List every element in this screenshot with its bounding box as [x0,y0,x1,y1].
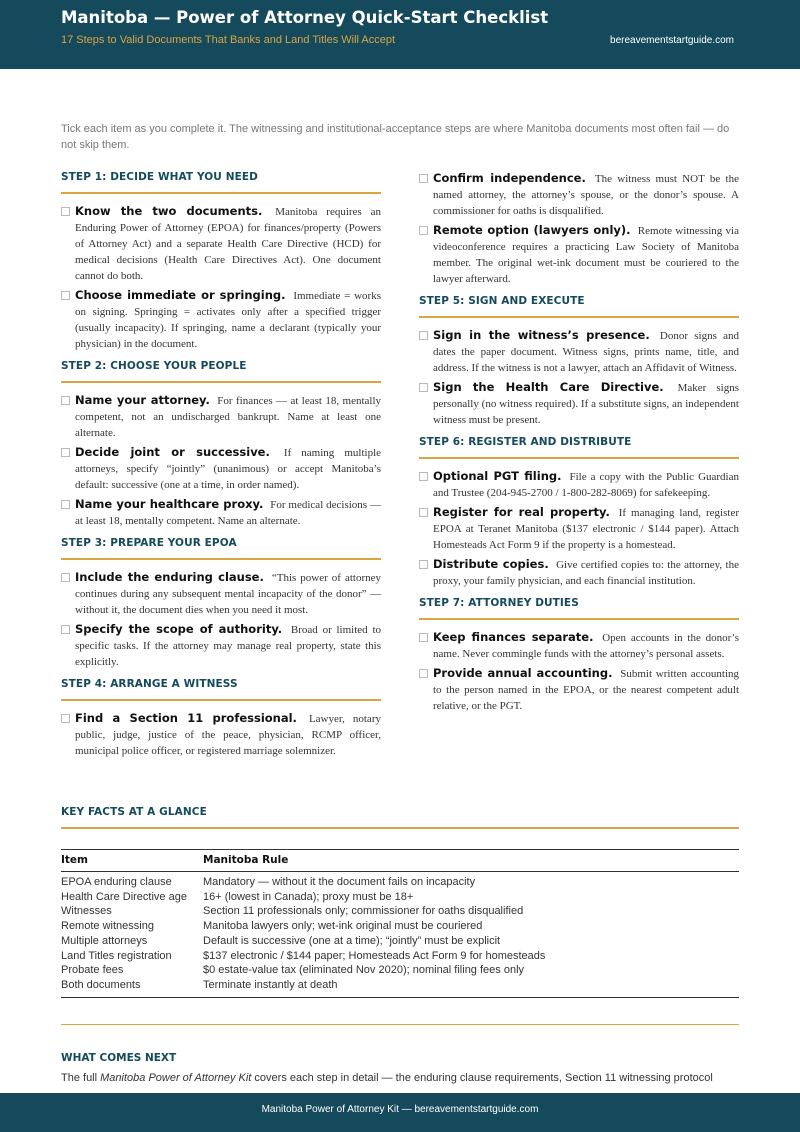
next-text-before: The full [61,1072,101,1084]
checklist-step-section [61,537,381,670]
table-row [61,904,739,919]
checkbox-icon[interactable] [419,383,428,392]
table-cell-rule: Default is successive (one at a time); “jointly” must be explicit [203,934,501,947]
page-footer [0,1093,800,1132]
checklist-item-title: Sign in the witness’s presence. [433,328,650,342]
checklist-item-title: Sign the Health Care Directive. [433,380,664,394]
checklist-item-title: Specify the scope of authority. [75,622,283,636]
table-header-row [61,850,739,872]
checklist-item-text: Broad or limited to specific tasks. If the attorney may manage real property, state this explicitly. [75,624,381,668]
checklist-item [61,287,381,352]
checkbox-icon[interactable] [419,174,428,183]
step-heading: STEP 5: SIGN AND EXECUTE [419,295,739,318]
checkbox-icon[interactable] [419,669,428,678]
checklist-item [419,665,739,714]
checklist-left-column [61,170,381,767]
checklist-right-column [419,170,739,722]
checklist-item-text: Remote witnessing via videoconference requires a practicing Law Society of Manitoba member. The original wet-ink document must be couriered to the lawyer afterward. [433,225,739,285]
page-subtitle: 17 Steps to Valid Documents That Banks and Land Titles Will Accept [61,34,396,46]
table-cell-item: Witnesses [61,905,112,918]
checkbox-icon[interactable] [419,331,428,340]
checklist-item-text: Open accounts in the donor’s name. Never commingle funds with the attorney’s personal assets. [433,632,740,660]
step-heading: STEP 6: REGISTER AND DISTRIBUTE [419,436,739,459]
checklist-item [61,203,381,284]
table-cell-item: Both documents [61,978,141,991]
checklist-item [61,569,381,618]
table-cell-item: Probate fees [61,964,124,977]
checklist-item-title: Name your attorney. [75,393,210,407]
table-cell-rule: Section 11 professionals only; commissioner for oaths disqualified [203,905,524,918]
checklist-item-text: Submit written accounting to the person named in the EPOA, or the nearest competent adult relative, or the PGT. [433,668,739,712]
checklist-item [419,556,739,589]
table-row [61,934,739,949]
page-header [0,0,800,69]
intro-text: Tick each item as you complete it. The witnessing and institutional-acceptance steps are where Manitoba documents most often fail — do not skip them. [61,123,730,151]
checklist-item [419,468,739,501]
section-divider [61,1024,739,1025]
kit-name: Manitoba Power of Attorney Kit [100,1072,252,1084]
checklist-item-title: Distribute copies. [433,557,549,571]
checklist-item [419,327,739,376]
checklist-item [61,392,381,441]
next-text-after: covers each step in detail — the enduring clause requirements, Section 11 witnessing protocol [251,1072,713,1084]
checkbox-icon[interactable] [61,500,70,509]
checkbox-icon[interactable] [419,633,428,642]
table-cell-item: Land Titles registration [61,949,172,962]
column-header-rule: Manitoba Rule [203,850,739,872]
key-facts-table [61,849,739,998]
checklist-item-text: If naming multiple attorneys, specify “jointly” (unanimous) or accept Manitoba’s default: successive (one at a time, in order named). [75,447,382,491]
checklist-item-text: Lawyer, notary public, judge, justice of the peace, physician, RCMP officer, municipal police officer, or registered marriage solemnizer. [75,713,381,757]
table-row [61,978,739,997]
site-name: bereavementstartguide.com [610,35,734,46]
checklist-step-section [419,170,739,287]
checklist-item [61,710,381,759]
table-row [61,963,739,978]
table-row [61,890,739,905]
step-heading: STEP 3: PREPARE YOUR EPOA [61,537,381,560]
table-cell-item: EPOA enduring clause [61,876,172,888]
checklist-item-title: Register for real property. [433,505,610,519]
checklist-item-title: Choose immediate or springing. [75,288,286,302]
checklist-item-title: Decide joint or successive. [75,445,270,459]
table-cell-item: Health Care Directive age [61,890,187,903]
checklist-item-text: The witness must NOT be the named attorney, the attorney’s spouse, or the donor’s spouse. A commissioner for oaths is disqualified. [433,173,739,217]
checkbox-icon[interactable] [61,625,70,634]
what-comes-next-heading: WHAT COMES NEXT [61,1052,177,1064]
checklist-item [419,222,739,287]
checklist-item-title: Include the enduring clause. [75,570,264,584]
step-heading: STEP 1: DECIDE WHAT YOU NEED [61,171,381,194]
checklist-item-title: Find a Section 11 professional. [75,711,297,725]
checklist-item [419,379,739,428]
table-cell-item: Remote witnessing [61,920,154,933]
checkbox-icon[interactable] [61,573,70,582]
checklist-item [419,504,739,553]
checklist-step-section [61,678,381,759]
checklist-step-section [419,295,739,428]
checklist-item-text: Donor signs and dates the paper document. Witness signs, prints name, title, and address. If the witness is not a lawyer, attach an Affidavit of Witness. [433,330,739,374]
step-heading: STEP 7: ATTORNEY DUTIES [419,597,739,620]
checklist-item-title: Name your healthcare proxy. [75,497,264,511]
checklist-item-title: Provide annual accounting. [433,666,613,680]
checklist-item-title: Keep finances separate. [433,630,594,644]
checkbox-icon[interactable] [419,560,428,569]
page-title: Manitoba — Power of Attorney Quick-Start Checklist [61,8,549,27]
checklist-item [419,170,739,219]
checklist-item-text: For medical decisions — at least 18, mentally competent. Name an alternate. [75,499,381,527]
table-cell-rule: Manitoba lawyers only; wet-ink original must be couriered [203,920,483,933]
table-cell-item: Multiple attorneys [61,934,148,947]
checkbox-icon[interactable] [419,508,428,517]
table-row [61,872,739,890]
checkbox-icon[interactable] [61,207,70,216]
checkbox-icon[interactable] [419,472,428,481]
step-heading: STEP 4: ARRANGE A WITNESS [61,678,381,701]
checklist-item-title: Optional PGT filing. [433,469,562,483]
checkbox-icon[interactable] [61,714,70,723]
table-row [61,949,739,964]
table-cell-rule: $0 estate-value tax (eliminated Nov 2020); nominal filing fees only [203,964,525,977]
table-cell-rule: 16+ (lowest in Canada); proxy must be 18+ [203,890,414,903]
checklist-item [61,496,381,529]
checkbox-icon[interactable] [419,226,428,235]
what-comes-next-text [61,1070,751,1086]
checklist-step-section [419,436,739,589]
checklist-step-section [419,597,739,714]
checklist-item [61,621,381,670]
checkbox-icon[interactable] [61,448,70,457]
table-cell-rule: Terminate instantly at death [203,978,338,991]
column-header-item: Item [61,850,203,872]
checklist-item-text: Give certified copies to: the attorney, the proxy, your family physician, and each financial institution. [433,559,739,587]
step-heading: STEP 2: CHOOSE YOUR PEOPLE [61,360,381,383]
checklist-item [61,444,381,493]
checklist-item-text: Immediate = works on signing. Springing = activates only after a specified trigger (usually incapacity). If springing, name a declarant (typically your physician) in the document. [75,290,381,350]
checklist-step-section [61,171,381,352]
checkbox-icon[interactable] [61,291,70,300]
checklist-item-text: File a copy with the Public Guardian and Trustee (204-945-2700 / 1-800-282-8069) for safekeeping. [433,471,739,499]
footer-text: Manitoba Power of Attorney Kit — bereavementstartguide.com [261,1104,539,1115]
table-cell-rule: $137 electronic / $144 paper; Homesteads Act Form 9 for homesteads [203,949,546,962]
table-cell-rule: Mandatory — without it the document fails on incapacity [203,876,476,888]
checklist-step-section [61,360,381,529]
checklist-item-title: Remote option (lawyers only). [433,223,631,237]
checklist-item [419,629,739,662]
checklist-item-text: “This power of attorney continues during any subsequent mental incapacity of the donor” — without it, the document dies when you need it most. [75,572,381,616]
checklist-item-text: If managing land, register EPOA at Teranet Manitoba ($137 electronic / $144 paper). Attach Homesteads Act Form 9 if the property is a homestead. [433,507,739,551]
key-facts-heading: KEY FACTS AT A GLANCE [61,806,739,829]
checklist-item-title: Confirm independence. [433,171,586,185]
checklist-item-text: For finances — at least 18, mentally competent, not an undischarged bankrupt. Name at least one alternate. [75,395,382,439]
checklist-item-text: Maker signs personally (no witness required). If a substitute signs, an independent witness must be present. [433,382,739,426]
table-row [61,919,739,934]
checkbox-icon[interactable] [61,396,70,405]
checklist-item-text: Manitoba requires an Enduring Power of Attorney (EPOA) for finances/property (Powers of Attorney Act) and a separate Health Care Directive (HCD) for medical decisions (Health Care Directives Act). One document cannot do both. [75,206,382,282]
checklist-item-title: Know the two documents. [75,204,263,218]
key-facts-section [61,806,739,998]
